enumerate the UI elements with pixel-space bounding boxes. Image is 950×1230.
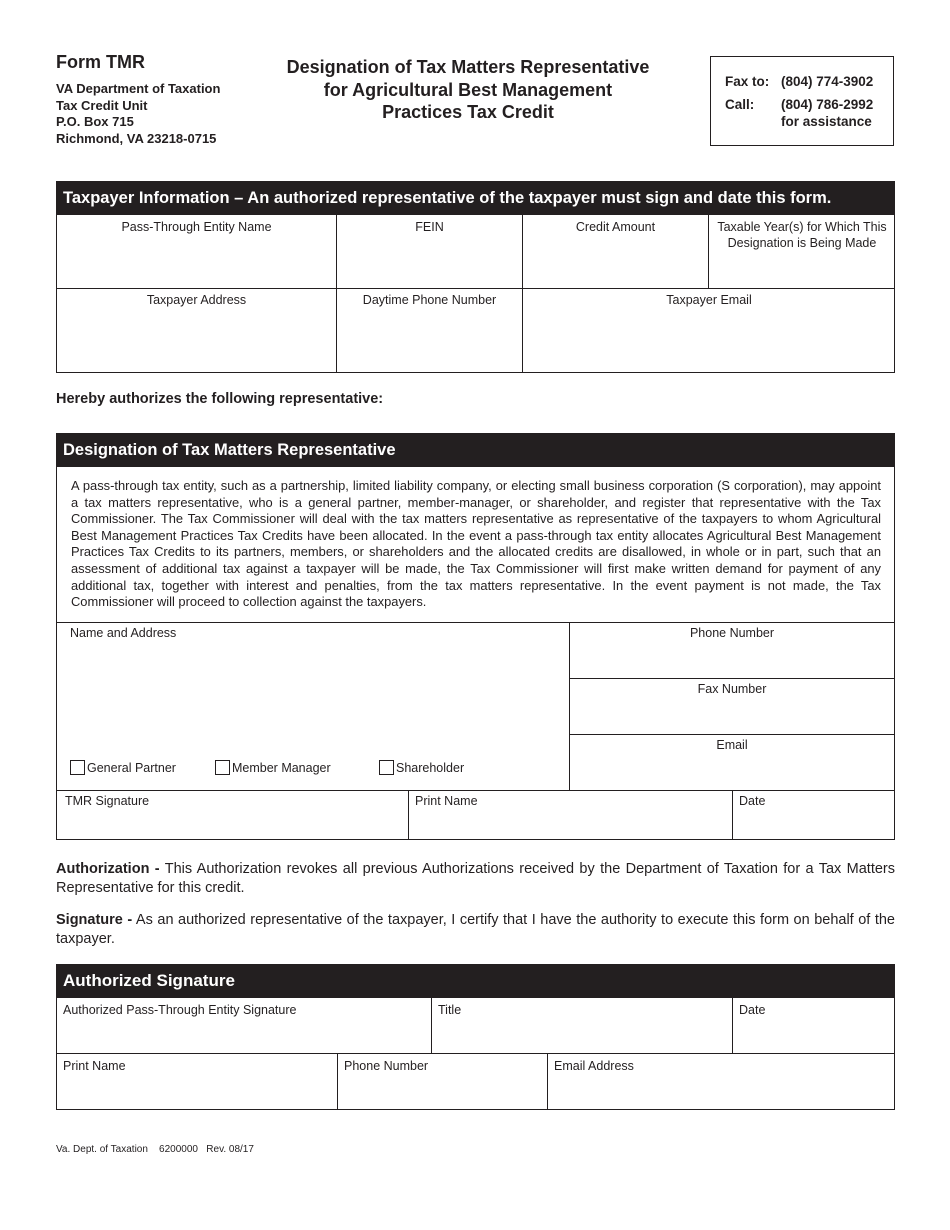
form-footer: Va. Dept. of Taxation 6200000 Rev. 08/17 [56,1144,254,1155]
agency-address [56,81,220,147]
signature-date-field[interactable]: Date [739,1003,766,1017]
agency-line: P.O. Box 715 [56,114,134,129]
signature-text: As an authorized representative of the taxpayer, I certify that I have the authority to execute this form on behalf of the taxpayer. [56,912,895,947]
fax-label: Fax to: [725,74,770,89]
fax-number: (804) 774-3902 [781,74,874,89]
call-label: Call: [725,97,755,112]
signer-email-field[interactable]: Email Address [554,1059,634,1073]
designation-explanation: A pass-through tax entity, such as a partnership, limited liability company, or electing small business corporation (S corporation), may appoint a tax matters representative, who is a general partner, member-manager, or shareholder, and register that representative with the Tax Commissioner. The Tax Commissioner will deal with the tax matters representative as representative of the taxpayers to whom Agricultural Best Management Practices Tax Credits have been allocated. In the event a pass-through tax entity allocates Agricultural Best Management Practices Tax Credits to its partners, members, or shareholders and the allocated credits are disallowed, in whole or in part, such that an assessment of additional tax against a taxpayer will be made, the Tax Commissioner will first make written demand for payment of any additional tax, together with interest and penalties, from the tax matters representative. In the event payment is not made, the Tax Commissioner will proceed to collection against the taxpayers. [56,466,895,623]
authorization-text: This Authorization revokes all previous Authorizations received by the Department of Taxation for a Tax Matters Representative for this credit. [56,861,895,896]
taxpayer-email-field[interactable]: Taxpayer Email [666,293,752,307]
taxable-years-field[interactable]: Taxable Year(s) for Which This Designation is Being Made [717,220,887,250]
title-line: for Agricultural Best Management [323,79,613,100]
agency-line: VA Department of Taxation [56,81,221,96]
member-manager-option[interactable] [215,760,331,775]
tmr-print-name-field[interactable]: Print Name [415,794,478,808]
signature-label: Signature - [56,912,133,928]
authorized-signature-table [56,998,895,1110]
member-manager-label: Member Manager [232,761,331,775]
agency-line: Richmond, VA 23218-0715 [56,130,217,146]
entity-signature-field[interactable]: Authorized Pass-Through Entity Signature [63,1003,297,1017]
general-partner-label: General Partner [87,761,176,775]
tmr-phone-field[interactable]: Phone Number [689,626,775,640]
tmr-fax-field[interactable]: Fax Number [697,682,767,696]
title-line: Practices Tax Credit [382,102,554,122]
daytime-phone-field[interactable]: Daytime Phone Number [362,293,497,307]
signer-print-name-field[interactable]: Print Name [63,1059,126,1073]
call-note-row [725,113,893,130]
general-partner-option[interactable] [70,760,176,775]
contact-box [710,56,894,146]
authorized-signature-header: Authorized Signature [56,964,895,998]
form-title [268,56,668,124]
form-id: Form TMR [56,52,145,72]
name-address-field[interactable]: Name and Address [70,626,177,640]
tmr-signature-field[interactable]: TMR Signature [65,794,150,808]
tmr-email-field[interactable]: Email [716,738,748,752]
taxpayer-section-header: Taxpayer Information – An authorized representative of the taxpayer must sign and date this form. [56,181,895,215]
member-manager-checkbox[interactable] [215,760,230,775]
call-number: (804) 786-2992 [781,97,874,112]
authorization-label: Authorization - [56,861,160,877]
designation-section-header: Designation of Tax Matters Representative [56,433,895,467]
hereby-statement: Hereby authorizes the following representative: [56,391,384,407]
signature-paragraph [56,911,895,949]
shareholder-option[interactable] [379,760,464,775]
credit-amount-field[interactable]: Credit Amount [575,220,656,234]
authorization-paragraph [56,860,895,898]
agency-line: Tax Credit Unit [56,97,148,113]
tmr-details-table [56,623,895,840]
shareholder-checkbox[interactable] [379,760,394,775]
title-line: Designation of Tax Matters Representative [286,57,650,77]
shareholder-label: Shareholder [396,761,465,775]
entity-name-field[interactable]: Pass-Through Entity Name [121,220,272,234]
fein-field[interactable]: FEIN [415,220,444,234]
call-row [725,96,893,113]
signer-phone-field[interactable]: Phone Number [344,1059,429,1073]
taxpayer-address-field[interactable]: Taxpayer Address [146,293,247,307]
signer-title-field[interactable]: Title [438,1003,462,1017]
call-note: for assistance [781,114,872,129]
fax-row [725,73,893,90]
tmr-date-field[interactable]: Date [739,794,766,808]
taxpayer-info-table [56,215,895,373]
general-partner-checkbox[interactable] [70,760,85,775]
